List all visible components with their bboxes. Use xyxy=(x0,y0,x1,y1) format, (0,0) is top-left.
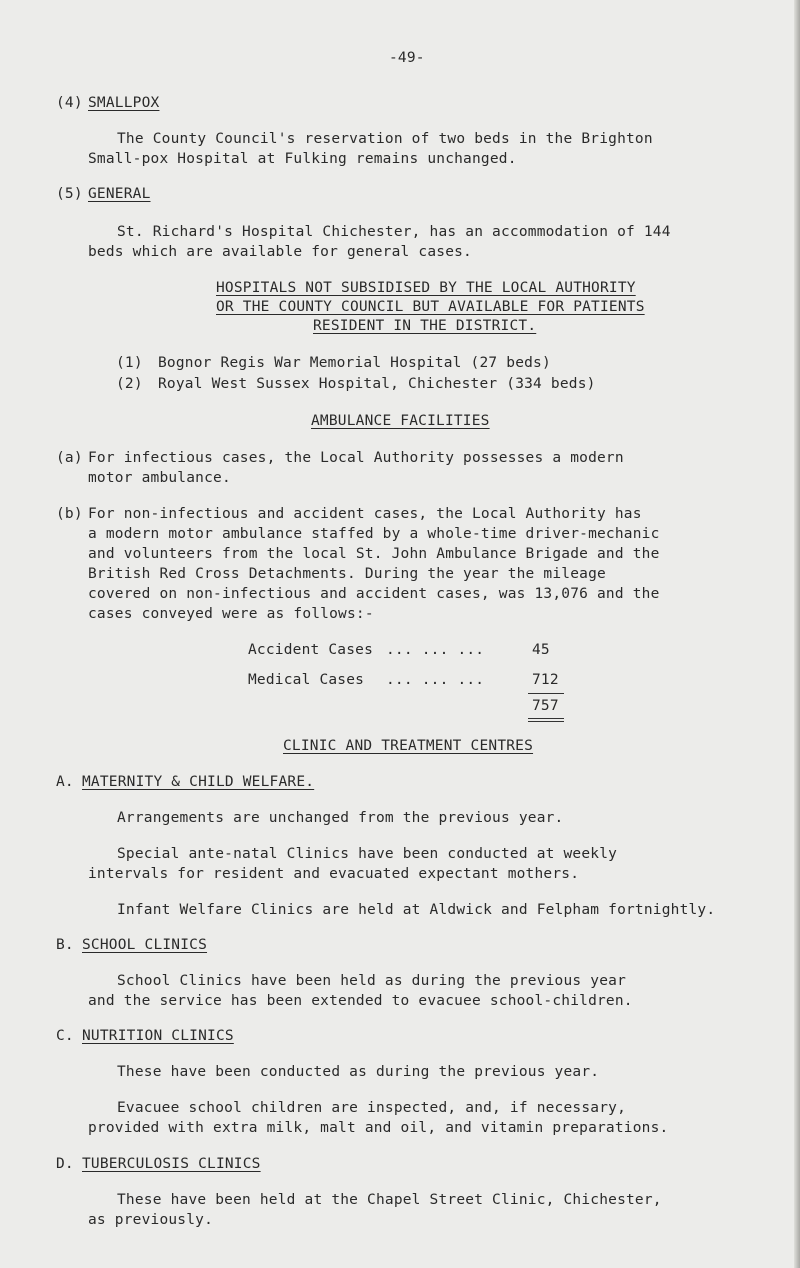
body-line: covered on non-infectious and accident cases, was 13,076 and the xyxy=(88,586,660,602)
body-line: For infectious cases, the Local Authority possesses a modern xyxy=(88,450,624,466)
cases-value: 45 xyxy=(532,642,550,658)
nutrition-clinics-heading: NUTRITION CLINICS xyxy=(82,1028,234,1044)
body-line: a modern motor ambulance staffed by a whole-time driver-mechanic xyxy=(88,526,660,542)
hospitals-title-line-3: RESIDENT IN THE DISTRICT. xyxy=(313,318,537,334)
list-item-number: (2) xyxy=(116,376,143,392)
list-item-number: (1) xyxy=(116,355,143,371)
clinics-title: CLINIC AND TREATMENT CENTRES xyxy=(283,738,534,754)
body-line: and the service has been extended to evacuee school-children. xyxy=(88,993,633,1009)
total-rule xyxy=(528,721,564,722)
ambulance-title: AMBULANCE FACILITIES xyxy=(311,413,490,429)
total-rule xyxy=(528,718,564,719)
body-line: Small-pox Hospital at Fulking remains unchanged. xyxy=(88,151,517,167)
body-line: provided with extra milk, malt and oil, and vitamin preparations. xyxy=(88,1120,669,1136)
cases-label: Accident Cases xyxy=(248,642,374,658)
body-line: The County Council's reservation of two beds in the Brighton xyxy=(117,131,653,147)
list-item: Bognor Regis War Memorial Hospital (27 beds) xyxy=(158,355,551,371)
body-line: Special ante-natal Clinics have been conducted at weekly xyxy=(117,846,618,862)
page-number: -49- xyxy=(389,50,425,66)
item-letter: (b) xyxy=(56,506,83,522)
body-line: and volunteers from the local St. John Ambulance Brigade and the xyxy=(88,546,660,562)
body-line: British Red Cross Detachments. During the year the mileage xyxy=(88,566,606,582)
section-number: (5) xyxy=(56,186,83,202)
body-line: motor ambulance. xyxy=(88,470,231,486)
hospitals-title-line-2: OR THE COUNTY COUNCIL BUT AVAILABLE FOR PATIENTS xyxy=(216,299,645,315)
cases-label: Medical Cases xyxy=(248,672,365,688)
cases-value: 712 xyxy=(532,672,559,688)
body-line: cases conveyed were as follows:- xyxy=(88,606,374,622)
cases-leader-dots: ... ... ... xyxy=(386,642,485,658)
list-item: Royal West Sussex Hospital, Chichester (334 beds) xyxy=(158,376,596,392)
school-clinics-heading: SCHOOL CLINICS xyxy=(82,937,208,953)
body-line: beds which are available for general cases. xyxy=(88,244,472,260)
page-edge xyxy=(794,0,800,1268)
hospitals-title-line-1: HOSPITALS NOT SUBSIDISED BY THE LOCAL AUTHORITY xyxy=(216,280,636,296)
maternity-heading: MATERNITY & CHILD WELFARE. xyxy=(82,774,315,790)
body-line: Arrangements are unchanged from the previous year. xyxy=(117,810,564,826)
body-line: Infant Welfare Clinics are held at Aldwick and Felpham fortnightly. xyxy=(117,902,716,918)
body-line: For non-infectious and accident cases, the Local Authority has xyxy=(88,506,642,522)
section-heading-smallpox: SMALLPOX xyxy=(88,95,160,111)
tuberculosis-clinics-heading: TUBERCULOSIS CLINICS xyxy=(82,1156,261,1172)
cases-leader-dots: ... ... ... xyxy=(386,672,485,688)
sum-rule xyxy=(528,693,564,694)
body-line: as previously. xyxy=(88,1212,214,1228)
item-letter: B. xyxy=(56,937,74,953)
body-line: Evacuee school children are inspected, and, if necessary, xyxy=(117,1100,626,1116)
body-line: School Clinics have been held as during the previous year xyxy=(117,973,626,989)
item-letter: C. xyxy=(56,1028,74,1044)
body-line: These have been held at the Chapel Street Clinic, Chichester, xyxy=(117,1192,662,1208)
cases-total: 757 xyxy=(532,698,559,714)
item-letter: D. xyxy=(56,1156,74,1172)
section-heading-general: GENERAL xyxy=(88,186,151,202)
item-letter: (a) xyxy=(56,450,83,466)
body-line: These have been conducted as during the previous year. xyxy=(117,1064,600,1080)
section-number: (4) xyxy=(56,95,83,111)
body-line: intervals for resident and evacuated expectant mothers. xyxy=(88,866,580,882)
body-line: St. Richard's Hospital Chichester, has an accommodation of 144 xyxy=(117,224,671,240)
item-letter: A. xyxy=(56,774,74,790)
